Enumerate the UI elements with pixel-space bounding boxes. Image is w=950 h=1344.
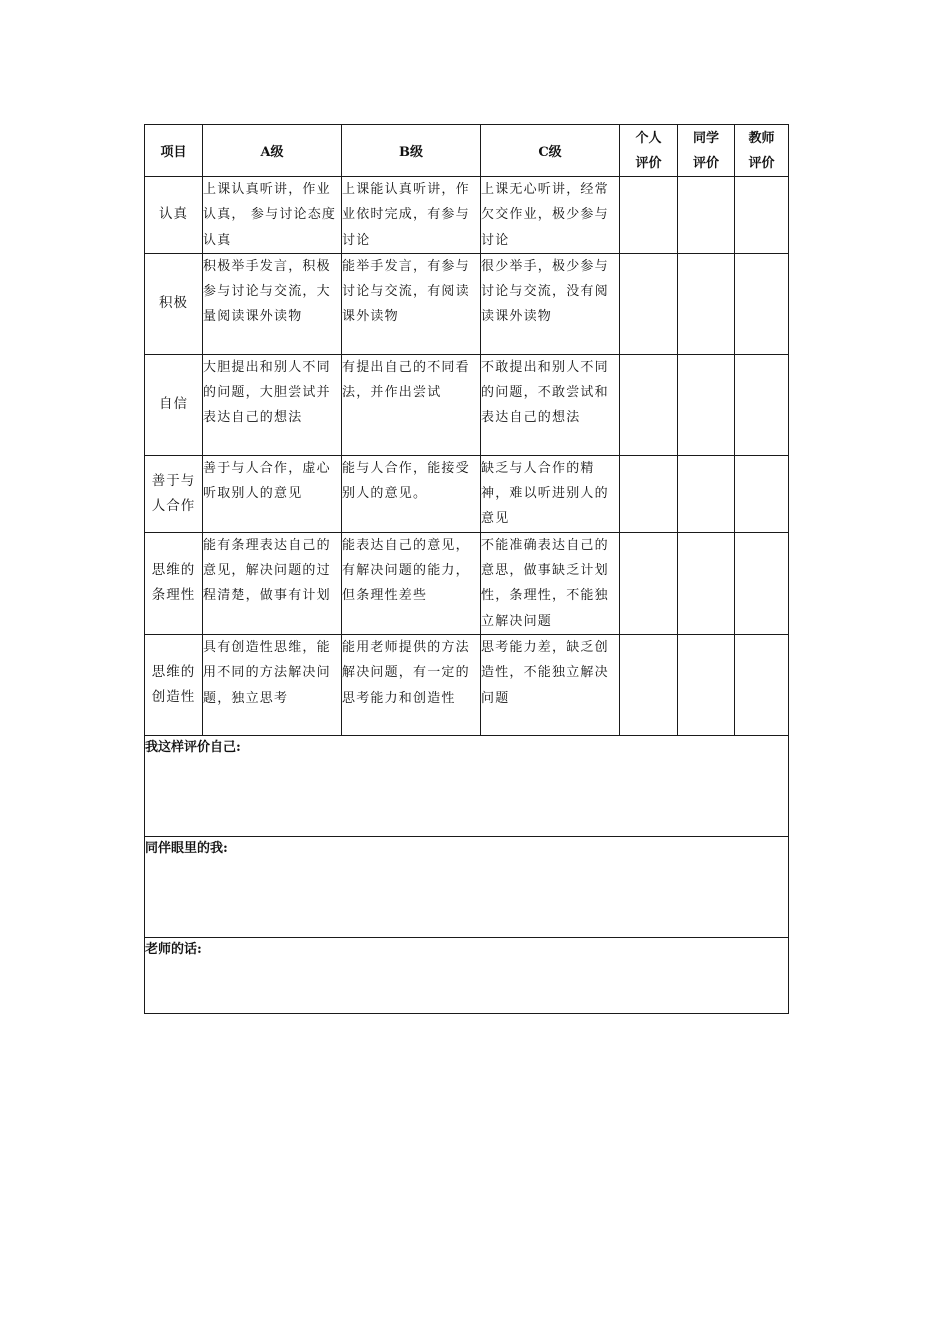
header-self-eval	[620, 125, 678, 177]
peer-eval-cell[interactable]	[678, 635, 735, 736]
teacher-eval-cell[interactable]	[735, 455, 789, 532]
peer-eval-cell[interactable]	[678, 253, 735, 354]
row-item-label: 积极	[145, 253, 203, 354]
row-item-label: 善于与人合作	[145, 455, 203, 532]
self-comment-row	[145, 736, 789, 837]
level-a-description: 具有创造性思维，能用不同的方法解决问题，独立思考	[203, 635, 342, 736]
level-c-description: 很少举手，极少参与讨论与交流，没有阅读课外读物	[481, 253, 620, 354]
row-item-label: 自信	[145, 354, 203, 455]
self-eval-cell[interactable]	[620, 455, 678, 532]
header-item: 项目	[145, 125, 203, 177]
peer-eval-cell[interactable]	[678, 455, 735, 532]
header-teacher-eval-line1: 教师	[748, 130, 775, 146]
header-peer-eval-line2: 评价	[692, 155, 719, 171]
teacher-comment-field[interactable]	[145, 938, 789, 1014]
header-peer-eval	[678, 125, 735, 177]
row-item-label: 思维的创造性	[145, 635, 203, 736]
peer-comment-field[interactable]	[145, 837, 789, 938]
teacher-eval-cell[interactable]	[735, 532, 789, 634]
teacher-eval-cell[interactable]	[735, 635, 789, 736]
table-row	[145, 177, 789, 254]
row-item-label: 认真	[145, 177, 203, 254]
level-b-description: 能表达自己的意见，有解决问题的能力，但条理性差些	[342, 532, 481, 634]
level-c-description: 缺乏与人合作的精神，难以听进别人的意见	[481, 455, 620, 532]
teacher-comment-label: 老师的话:	[145, 942, 202, 958]
level-c-description: 不敢提出和别人不同的问题，不敢尝试和表达自己的想法	[481, 354, 620, 455]
header-level-a: A级	[203, 125, 342, 177]
header-level-c: C级	[481, 125, 620, 177]
level-a-description: 上课认真听讲，作业认真， 参与讨论态度认真	[203, 177, 342, 254]
teacher-eval-cell[interactable]	[735, 354, 789, 455]
level-b-description: 能用老师提供的方法解决问题，有一定的思考能力和创造性	[342, 635, 481, 736]
peer-eval-cell[interactable]	[678, 177, 735, 254]
level-a-description: 善于与人合作，虚心听取别人的意见	[203, 455, 342, 532]
teacher-comment-row	[145, 938, 789, 1014]
table-row	[145, 635, 789, 736]
peer-eval-cell[interactable]	[678, 354, 735, 455]
level-c-description: 思考能力差，缺乏创造性，不能独立解决问题	[481, 635, 620, 736]
self-eval-cell[interactable]	[620, 354, 678, 455]
teacher-eval-cell[interactable]	[735, 177, 789, 254]
table-row	[145, 532, 789, 634]
header-self-eval-line2: 评价	[635, 155, 662, 171]
self-eval-cell[interactable]	[620, 532, 678, 634]
self-comment-field[interactable]	[145, 736, 789, 837]
peer-comment-row	[145, 837, 789, 938]
level-c-description: 不能准确表达自己的意思，做事缺乏计划性，条理性，不能独立解决问题	[481, 532, 620, 634]
header-teacher-eval-line2: 评价	[748, 155, 775, 171]
evaluation-table	[144, 124, 789, 1014]
evaluation-sheet	[144, 124, 788, 1014]
self-eval-cell[interactable]	[620, 177, 678, 254]
level-b-description: 上课能认真听讲，作业依时完成，有参与讨论	[342, 177, 481, 254]
header-peer-eval-line1: 同学	[692, 130, 719, 146]
teacher-eval-cell[interactable]	[735, 253, 789, 354]
header-level-b: B级	[342, 125, 481, 177]
level-b-description: 有提出自己的不同看法，并作出尝试	[342, 354, 481, 455]
level-c-description: 上课无心听讲，经常欠交作业，极少参与讨论	[481, 177, 620, 254]
self-comment-label: 我这样评价自己:	[145, 740, 241, 756]
peer-eval-cell[interactable]	[678, 532, 735, 634]
level-a-description: 大胆提出和别人不同的问题，大胆尝试并表达自己的想法	[203, 354, 342, 455]
table-row	[145, 455, 789, 532]
self-eval-cell[interactable]	[620, 635, 678, 736]
header-row	[145, 125, 789, 177]
header-teacher-eval	[735, 125, 789, 177]
peer-comment-label: 同伴眼里的我:	[145, 841, 228, 857]
row-item-label: 思维的条理性	[145, 532, 203, 634]
level-a-description: 能有条理表达自己的意见，解决问题的过程清楚，做事有计划	[203, 532, 342, 634]
level-a-description: 积极举手发言，积极参与讨论与交流，大量阅读课外读物	[203, 253, 342, 354]
table-row	[145, 354, 789, 455]
level-b-description: 能与人合作，能接受别人的意见。	[342, 455, 481, 532]
self-eval-cell[interactable]	[620, 253, 678, 354]
level-b-description: 能举手发言，有参与讨论与交流，有阅读课外读物	[342, 253, 481, 354]
table-row	[145, 253, 789, 354]
header-self-eval-line1: 个人	[635, 130, 662, 146]
